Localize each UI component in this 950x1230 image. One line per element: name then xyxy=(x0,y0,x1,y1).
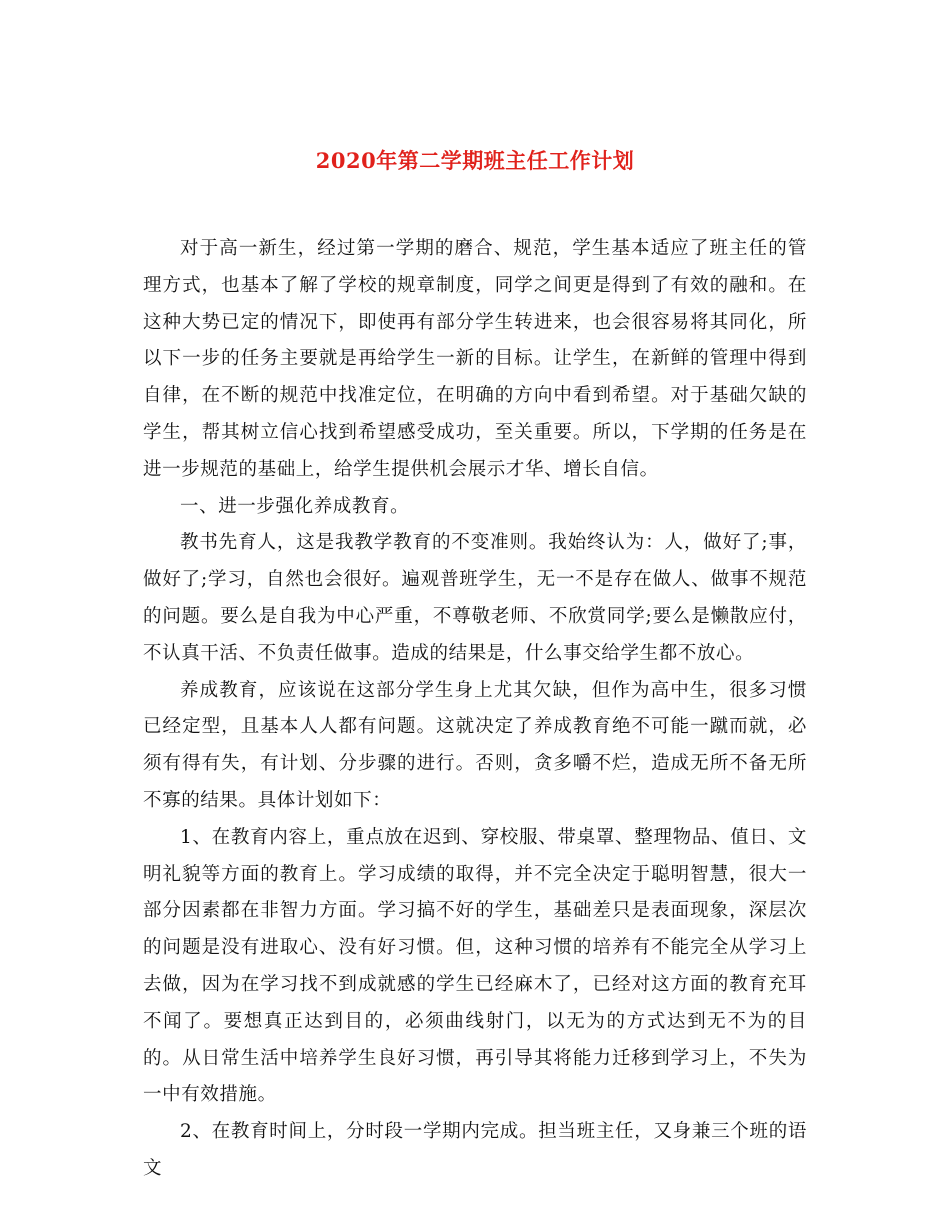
paragraph-habit-education: 养成教育，应该说在这部分学生身上尤其欠缺，但作为高中生，很多习惯已经定型，且基本人人都有问题。这就决定了养成教育绝不可能一蹴而就，必须有得有失，有计划、分步骤的进行。否则，贪多嚼不烂，造成无所不备无所不寡的结果。具体计划如下： xyxy=(143,679,807,811)
document-body xyxy=(143,231,807,1188)
paragraph-plan-item-2: 2、在教育时间上，分时段一学期内完成。担当班主任，又身兼三个班的语文 xyxy=(143,1121,807,1179)
paragraph-intro: 对于高一新生，经过第一学期的磨合、规范，学生基本适应了班主任的管理方式，也基本了解了学校的规章制度，同学之间更是得到了有效的融和。在这种大势已定的情况下，即使再有部分学生转进来，也会很容易将其同化，所以下一步的任务主要就是再给学生一新的目标。让学生，在新鲜的管理中得到自律，在不断的规范中找准定位，在明确的方向中看到希望。对于基础欠缺的学生，帮其树立信心找到希望感受成功，至关重要。所以，下学期的任务是在进一步规范的基础上，给学生提供机会展示才华、增长自信。 xyxy=(143,238,807,480)
paragraph-teaching-principle: 教书先育人，这是我教学教育的不变准则。我始终认为：人，做好了;事，做好了;学习，自然也会很好。遍观普班学生，无一不是存在做人、做事不规范的问题。要么是自我为中心严重，不尊敬老师、不欣赏同学;要么是懒散应付，不认真干活、不负责任做事。造成的结果是，什么事交给学生都不放心。 xyxy=(143,532,807,664)
document-title: 2020年第二学期班主任工作计划 xyxy=(315,148,635,173)
paragraph-plan-item-1: 1、在教育内容上，重点放在迟到、穿校服、带桌罩、整理物品、值日、文明礼貌等方面的教育上。学习成绩的取得，并不完全决定于聪明智慧，很大一部分因素都在非智力方面。学习搞不好的学生，基础差只是表面现象，深层次的问题是没有进取心、没有好习惯。但，这种习惯的培养有不能完全从学习上去做，因为在学习找不到成就感的学生已经麻木了，已经对这方面的教育充耳不闻了。要想真正达到目的，必须曲线射门，以无为的方式达到无不为的目的。从日常生活中培养学生良好习惯，再引导其将能力迁移到学习上，不失为一中有效措施。 xyxy=(143,826,807,1106)
section-heading-1: 一、进一步强化养成教育。 xyxy=(180,495,410,517)
